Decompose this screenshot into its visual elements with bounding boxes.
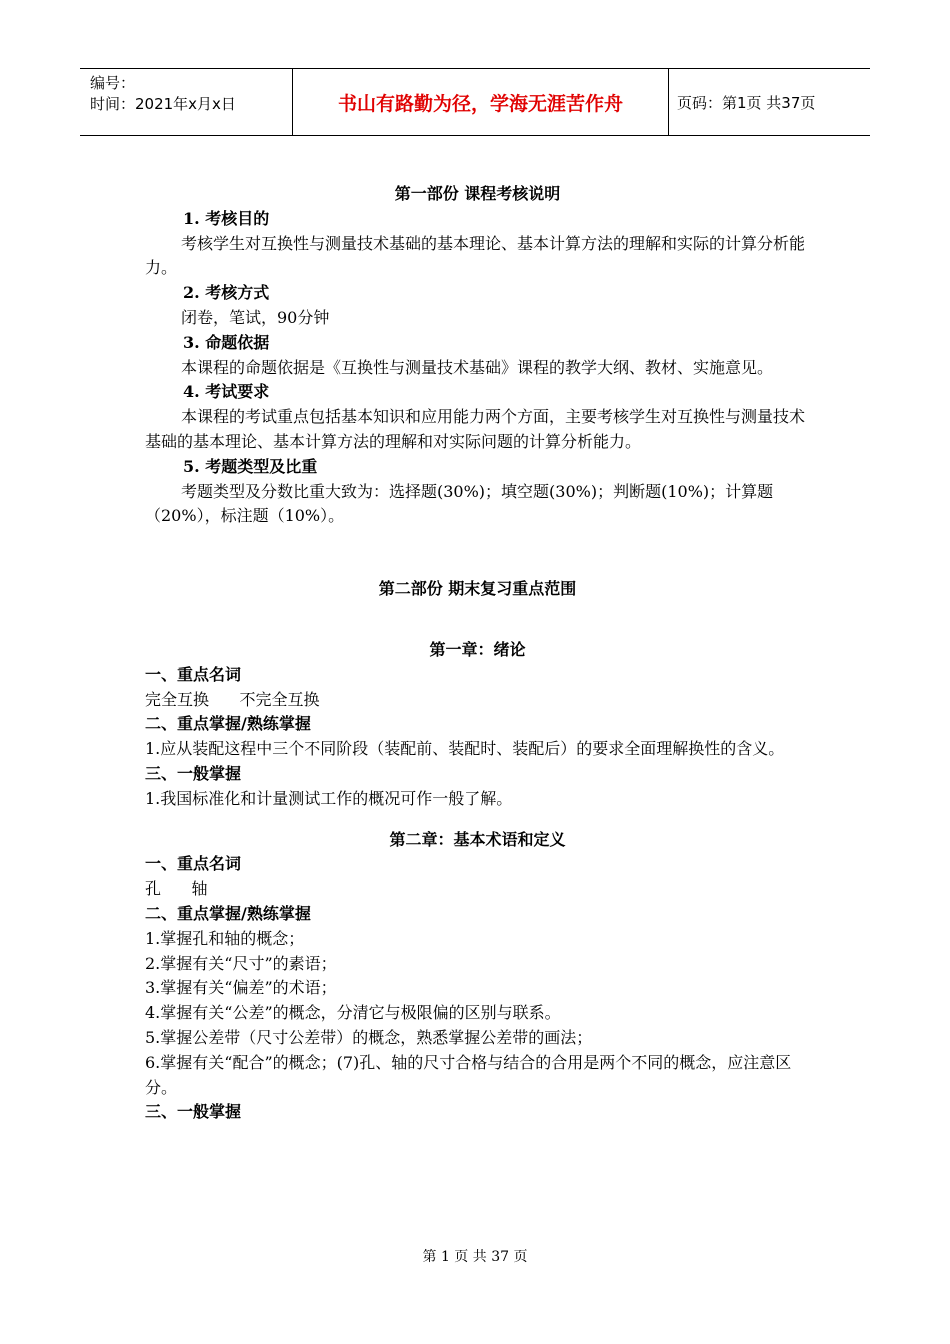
section-3-title: 3. 命题依据 (183, 332, 270, 352)
section-1-body: 考核学生对互换性与测量技术基础的基本理论、基本计算方法的理解和实际的计算分析能力。 (145, 233, 806, 278)
chapter2-item: 2.掌握有关“尺寸”的素语； (145, 953, 337, 973)
header-meta (80, 69, 293, 135)
section-4-title: 4. 考试要求 (183, 382, 270, 402)
part1-title: 第一部份 课程考核说明 (394, 184, 561, 203)
chapter2-heading-key: 二、重点掌握/熟练掌握 (145, 903, 311, 923)
part2-title: 第二部份 期末复习重点范围 (378, 579, 577, 599)
section-5-body: 考题类型及分数比重大致为：选择题(30%)；填空题(30%)；判断题(10%)；计算题（20%），标注题（10%）。 (145, 481, 774, 526)
chapter1-heading-terms: 一、重点名词 (145, 664, 242, 684)
time-label: 时间：2021年x月x日 (90, 95, 236, 113)
chapter2-terms: 孔 轴 (145, 879, 208, 899)
chapter2-item: 3.掌握有关“偏差”的术语； (145, 978, 337, 998)
chapter2-item: 4.掌握有关“公差”的概念，分清它与极限偏的区别与联系。 (145, 1003, 561, 1023)
chapter2-item: 1.掌握孔和轴的概念； (145, 928, 305, 948)
section-2-title: 2. 考核方式 (183, 283, 270, 303)
section-2-body: 闭卷，笔试，90分钟 (181, 307, 330, 327)
chapter1-heading-general: 三、一般掌握 (145, 763, 242, 783)
section-3-body: 本课程的命题依据是《互换性与测量技术基础》课程的教学大纲、教材、实施意见。 (181, 357, 774, 377)
chapter2-title: 第二章：基本术语和定义 (389, 829, 566, 849)
chapter2-item: 6.掌握有关“配合”的概念；(7)孔、轴的尺寸合格与结合的合用是两个不同的概念，应注意区分。 (145, 1052, 792, 1097)
section-5-title: 5. 考题类型及比重 (183, 456, 318, 476)
chapter2-heading-general: 三、一般掌握 (145, 1102, 242, 1122)
section-4-body: 本课程的考试重点包括基本知识和应用能力两个方面，主要考核学生对互换性与测量技术基础的基本理论、基本计算方法的理解和对实际问题的计算分析能力。 (145, 407, 806, 451)
chapter1-heading-key: 二、重点掌握/熟练掌握 (145, 714, 311, 734)
chapter1-terms: 完全互换 不完全互换 (145, 689, 320, 709)
chapter2-item: 5.掌握公差带（尺寸公差带）的概念，熟悉掌握公差带的画法； (145, 1027, 593, 1047)
section-1-title: 1. 考核目的 (183, 208, 270, 228)
page-footer: 第 1 页 共 37 页 (422, 1249, 528, 1265)
chapter2-heading-terms: 一、重点名词 (145, 854, 242, 874)
page-header (80, 68, 870, 136)
number-label: 编号： (90, 74, 136, 92)
chapter1-item: 1.我国标准化和计量测试工作的概况可作一般了解。 (145, 788, 513, 808)
header-motto: 书山有路勤为径，学海无涯苦作舟 (293, 69, 669, 135)
header-page-label: 页码：第1页 共37页 (677, 93, 816, 112)
chapter1-title: 第一章：绪论 (429, 639, 526, 659)
chapter1-item: 1.应从装配这程中三个不同阶段（装配前、装配时、装配后）的要求全面理解换性的含义。 (145, 739, 785, 759)
document-body (145, 182, 810, 1125)
